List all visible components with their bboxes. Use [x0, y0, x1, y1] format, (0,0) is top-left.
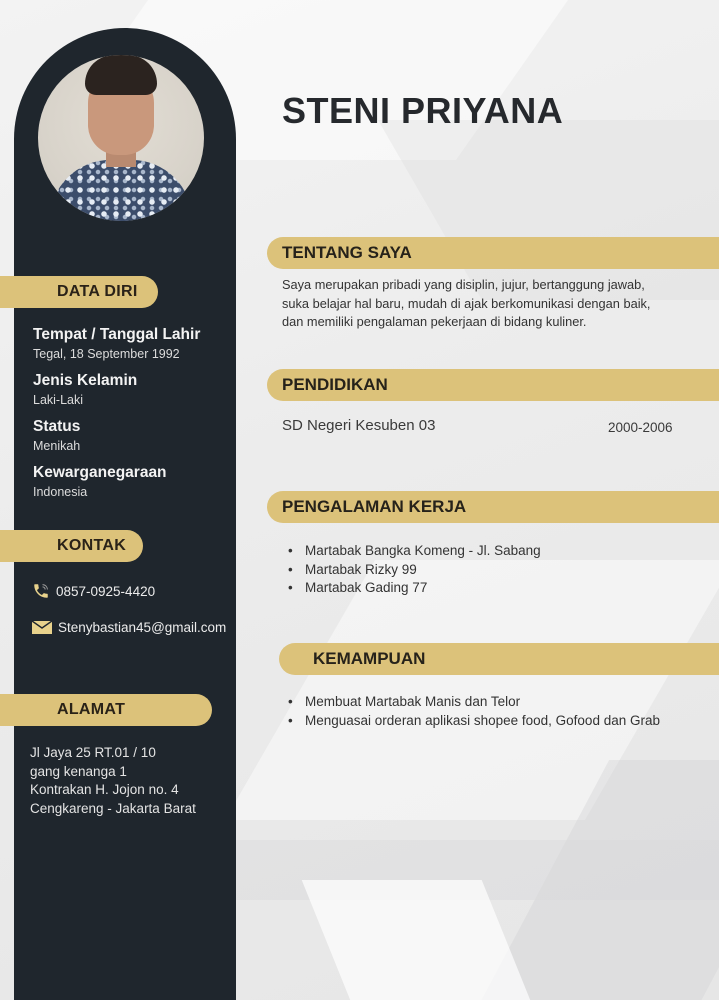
nationality-value: Indonesia	[33, 485, 88, 499]
birth-value: Tegal, 18 September 1992	[33, 347, 180, 361]
list-item: • Menguasai orderan aplikasi shopee food, Gofood dan Grab	[288, 712, 660, 731]
pengalaman-kerja-heading	[267, 491, 719, 523]
pendidikan-heading-text: PENDIDIKAN	[282, 375, 388, 394]
data-item-gender	[33, 371, 200, 409]
kemampuan-heading	[279, 643, 719, 675]
data-diri-list	[33, 325, 200, 501]
about-paragraph	[282, 276, 712, 332]
phone-icon	[32, 582, 50, 600]
page-title: STENI PRIYANA	[282, 90, 564, 131]
kontak-heading	[0, 530, 143, 562]
alamat-heading-text: ALAMAT	[57, 701, 126, 718]
data-item-status	[33, 417, 200, 455]
gender-label: Jenis Kelamin	[33, 372, 138, 389]
data-diri-heading	[0, 276, 158, 308]
about-line: Saya merupakan pribadi yang disiplin, jujur, bertanggung jawab,	[282, 277, 645, 292]
data-item-nationality	[33, 463, 200, 501]
status-label: Status	[33, 418, 81, 435]
birth-label: Tempat / Tanggal Lahir	[33, 326, 201, 343]
about-line: dan memiliki pengalaman pekerjaan di bidang kuliner.	[282, 314, 587, 329]
list-item: • Martabak Bangka Komeng - Jl. Sabang	[288, 542, 541, 561]
kemampuan-heading-text: KEMAMPUAN	[313, 649, 426, 668]
address-line: Kontrakan H. Jojon no. 4	[30, 782, 179, 797]
email-address[interactable]: Stenybastian45@gmail.com	[58, 620, 227, 635]
tentang-saya-heading	[267, 237, 719, 269]
pengalaman-kerja-heading-text: PENGALAMAN KERJA	[282, 497, 467, 516]
phone-number[interactable]: 0857-0925-4420	[56, 583, 156, 599]
gender-value: Laki-Laki	[33, 393, 84, 407]
nationality-label: Kewarganegaraan	[33, 464, 167, 481]
profile-photo	[38, 55, 204, 221]
pendidikan-heading	[267, 369, 719, 401]
address-line: Jl Jaya 25 RT.01 / 10	[30, 745, 156, 760]
list-item: • Martabak Gading 77	[288, 579, 541, 598]
phone-contact	[32, 582, 155, 600]
education-years: 2000-2006	[608, 420, 673, 435]
education-school: SD Negeri Kesuben 03	[282, 417, 436, 434]
address-block	[30, 744, 196, 818]
background-shape	[378, 120, 719, 300]
data-item-birth	[33, 325, 200, 363]
alamat-heading	[0, 694, 212, 726]
address-line: Cengkareng - Jakarta Barat	[30, 800, 196, 816]
work-experience-list	[288, 542, 541, 598]
about-line: suka belajar hal baru, mudah di ajak berkomunikasi dengan baik,	[282, 295, 651, 311]
list-item: • Martabak Rizky 99	[288, 561, 541, 580]
address-line: gang kenanga 1	[30, 763, 127, 779]
photo-shirt	[50, 160, 192, 221]
tentang-saya-heading-text: TENTANG SAYA	[282, 243, 412, 262]
email-contact	[32, 620, 226, 635]
envelope-icon	[32, 620, 52, 635]
data-diri-heading-text: DATA DIRI	[57, 283, 138, 300]
kontak-heading-text: KONTAK	[57, 537, 127, 554]
photo-hair	[85, 55, 157, 95]
skills-list	[288, 693, 660, 730]
list-item: • Membuat Martabak Manis dan Telor	[288, 693, 660, 712]
status-value: Menikah	[33, 439, 81, 453]
